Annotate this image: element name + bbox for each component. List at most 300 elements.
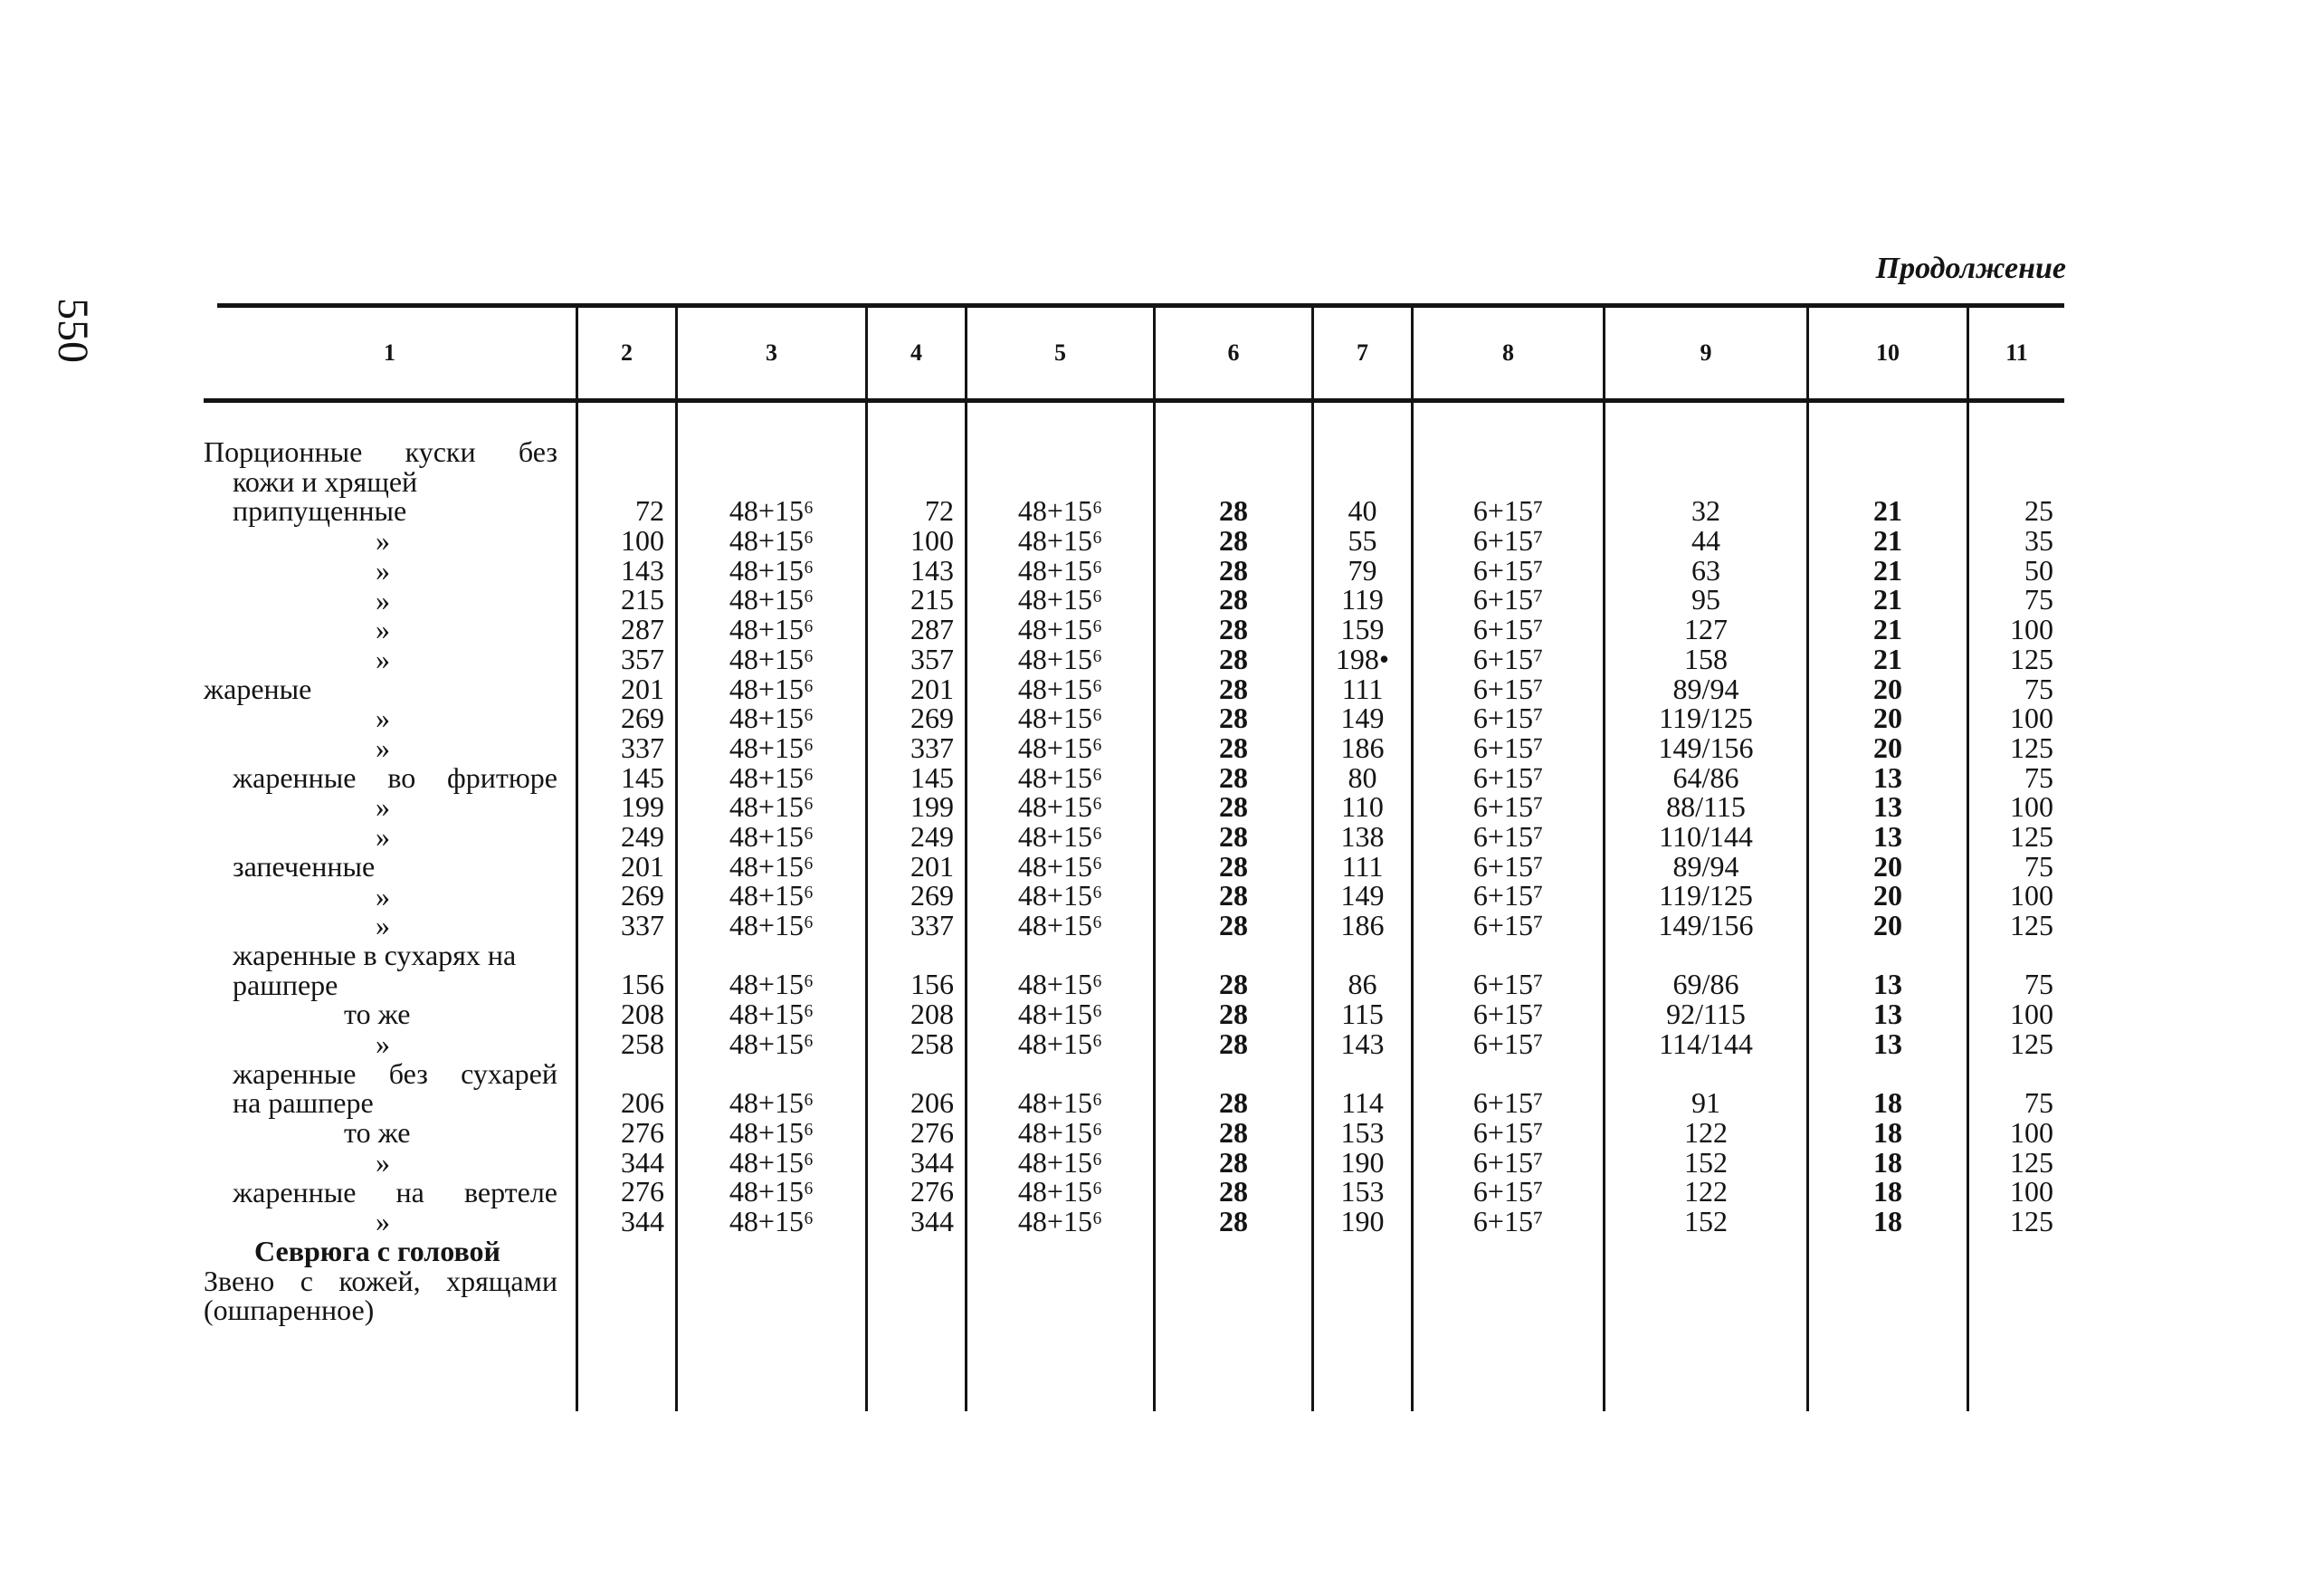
table-cell: 269 [621,879,664,912]
table-cell: 48+15⁶ [1017,524,1103,558]
table-cell: 357 [621,642,664,675]
row-label: » [376,1027,390,1061]
section-row-label: Звено с кожей, хрящами [204,1264,557,1297]
table-cell: 48+15⁶ [1017,879,1103,912]
table-cell: 287 [910,613,954,646]
table-cell: 48+15⁶ [729,613,814,646]
table-cell: 48+15⁶ [1017,1115,1103,1149]
table-cell: 6+15⁷ [1472,672,1544,705]
column-values-4 [868,403,967,1411]
table-cell: 6+15⁷ [1472,909,1544,941]
row-label: Порционные куски без [204,435,557,468]
column-header-3: 3 [678,308,868,398]
table-cell: 110 [1341,790,1384,824]
table-cell: 88/115 [1666,790,1746,824]
table-cell: 201 [621,672,664,705]
row-label: жаренные без сухарей [233,1056,557,1090]
table-cell: 190 [1340,1204,1385,1237]
column-values-3 [678,403,868,1411]
table-cell: 111 [1341,672,1384,705]
table-cell: 6+15⁷ [1472,524,1544,558]
table-cell: 48+15⁶ [729,494,814,528]
table-header-row [204,308,2064,398]
table-cell: 6+15⁷ [1472,553,1544,587]
table-cell: 50 [2024,553,2053,587]
table-cell: 337 [910,731,954,764]
table-cell: 114 [1341,1086,1384,1120]
table-cell: 48+15⁶ [729,998,814,1031]
table-cell: 215 [621,583,664,616]
table-cell: 6+15⁷ [1472,613,1544,646]
table-cell: 100 [2010,1115,2053,1149]
row-label: кожи и хрящей [233,464,418,498]
table-cell: 125 [2010,731,2053,764]
table-cell: 125 [2010,1204,2053,1237]
row-label: припущенные [233,494,407,528]
table-cell: 48+15⁶ [1017,790,1103,824]
table-cell: 100 [2010,702,2053,735]
table-cell [578,941,664,970]
table-cell: 344 [910,1145,954,1179]
table-cell: 48+15⁶ [729,790,814,824]
table-cell: 269 [621,702,664,735]
table-cell: 48+15⁶ [1017,1027,1103,1060]
table-cell: 149 [1340,879,1385,912]
section-heading: Севрюга с головой [254,1234,500,1267]
table-cell: 18 [1873,1175,1902,1208]
table-cell: 28 [1219,998,1248,1031]
table-cell: 28 [1219,702,1248,735]
table-cell: 125 [2010,1027,2053,1060]
table-cell: 48+15⁶ [729,553,814,587]
table-cell: 21 [1873,553,1902,587]
table-cell: 6+15⁷ [1472,968,1544,1001]
table-cell: 6+15⁷ [1472,1086,1544,1120]
table-cell: 6+15⁷ [1472,583,1544,616]
table-cell: 119/125 [1659,702,1753,735]
table-cell: 6+15⁷ [1472,702,1544,735]
table-cell [1809,941,1967,970]
column-header-6: 6 [1156,308,1314,398]
table-cell: 206 [910,1086,954,1120]
table-cell [1809,437,1967,467]
table-cell: 20 [1873,672,1902,705]
table-cell [1969,467,2053,497]
row-label: » [376,583,390,616]
table-cell: 276 [910,1175,954,1208]
table-cell: 337 [621,909,664,941]
table-cell [967,437,1153,467]
table-cell: 48+15⁶ [1017,702,1103,735]
table-cell: 48+15⁶ [729,642,814,675]
table-cell: 201 [910,672,954,705]
table-cell: 199 [910,790,954,824]
table-cell: 48+15⁶ [729,1175,814,1208]
table-cell: 186 [1340,909,1385,941]
table-cell: 149/156 [1658,909,1754,941]
table-cell: 6+15⁷ [1472,1115,1544,1149]
table-cell: 28 [1219,790,1248,824]
table-cell: 28 [1219,613,1248,646]
table-cell: 149/156 [1658,731,1754,764]
table-cell: 21 [1873,642,1902,675]
table-cell: 18 [1873,1204,1902,1237]
table-cell: 6+15⁷ [1472,819,1544,853]
table-cell: 6+15⁷ [1472,760,1544,794]
table-cell [578,467,664,497]
table-cell: 201 [910,849,954,883]
table-cell: 100 [2010,613,2053,646]
table-cell [1314,467,1411,497]
table-cell [1414,467,1603,497]
table-cell: 357 [910,642,954,675]
table-cell: 122 [1684,1115,1728,1149]
table-cell [868,437,954,467]
table-cell: 249 [621,819,664,853]
table-cell: 28 [1219,642,1248,675]
column-description [204,403,578,1411]
row-label: » [376,702,390,735]
table-cell [967,1058,1153,1088]
row-label: » [376,909,390,942]
table-cell: 92/115 [1666,998,1746,1031]
table-cell: 6+15⁷ [1472,494,1544,528]
table-cell: 149 [1340,702,1385,735]
row-label: жаренные во фритюре [233,760,557,794]
table-cell: 28 [1219,849,1248,883]
table-cell: 28 [1219,672,1248,705]
row-label: жаренные на вертеле [233,1175,557,1208]
table-cell: 48+15⁶ [1017,909,1103,941]
table-cell: 95 [1691,583,1720,616]
table-cell: 48+15⁶ [729,909,814,941]
table-cell: 100 [2010,998,2053,1031]
table-cell: 21 [1873,613,1902,646]
table-cell: 28 [1219,1175,1248,1208]
table-cell: 48+15⁶ [1017,849,1103,883]
table-cell: 276 [910,1115,954,1149]
table-cell: 13 [1873,1027,1902,1060]
table-cell [1969,941,2053,970]
table-cell: 28 [1219,1086,1248,1120]
table-cell: 190 [1340,1145,1385,1179]
table-cell: 337 [910,909,954,941]
page-number: 550 [49,298,97,363]
table-cell: 13 [1873,998,1902,1031]
table-cell: 269 [910,879,954,912]
table-cell: 48+15⁶ [729,672,814,705]
table-cell: 48+15⁶ [729,524,814,558]
table-cell [1156,437,1311,467]
row-label: жареные [204,672,312,705]
table-cell: 249 [910,819,954,853]
table-cell: 75 [2024,672,2053,705]
table-cell: 6+15⁷ [1472,998,1544,1031]
table-cell: 48+15⁶ [729,1145,814,1179]
table-cell: 18 [1873,1115,1902,1149]
table-cell: 215 [910,583,954,616]
table-cell: 201 [621,849,664,883]
row-label: то же [344,998,411,1031]
table-cell [868,941,954,970]
table-cell [1156,1058,1311,1088]
table-cell: 72 [925,494,954,528]
table-cell: 143 [910,553,954,587]
table-cell: 63 [1691,553,1720,587]
table-cell: 208 [910,998,954,1031]
table-cell: 18 [1873,1145,1902,1179]
table-cell: 287 [621,613,664,646]
table-cell: 48+15⁶ [1017,672,1103,705]
table-cell [578,1058,664,1088]
table-cell: 48+15⁶ [729,731,814,764]
table-cell [967,467,1153,497]
table-cell: 48+15⁶ [729,583,814,616]
column-values-10 [1809,403,1969,1411]
table-cell [1809,1058,1967,1088]
table-cell: 21 [1873,583,1902,616]
table-cell: 69/86 [1672,968,1739,1001]
table-cell [868,1058,954,1088]
table-cell: 13 [1873,819,1902,853]
table-cell: 344 [910,1204,954,1237]
table-cell: 100 [2010,790,2053,824]
table-cell: 48+15⁶ [729,1086,814,1120]
column-values-8 [1414,403,1605,1411]
table-cell: 114/144 [1659,1027,1753,1060]
table-cell: 44 [1691,524,1720,558]
table-cell: 48+15⁶ [1017,1145,1103,1179]
table-cell: 119 [1341,583,1384,616]
table-cell [1414,1058,1603,1088]
row-label: запеченные [233,849,376,883]
table-cell: 48+15⁶ [1017,1086,1103,1120]
table-cell: 28 [1219,819,1248,853]
table-cell: 25 [2024,494,2053,528]
table-cell: 158 [1684,642,1728,675]
table-cell: 20 [1873,702,1902,735]
table-cell [868,467,954,497]
table-cell [1314,437,1411,467]
table-cell: 13 [1873,760,1902,794]
table-cell: 152 [1684,1204,1728,1237]
table-cell [1605,941,1806,970]
column-header-2: 2 [578,308,678,398]
row-label: » [376,613,390,646]
table-cell: 18 [1873,1086,1902,1120]
row-label: то же [344,1116,411,1150]
table-cell [678,1058,865,1088]
table-cell: 28 [1219,760,1248,794]
table-cell: 28 [1219,583,1248,616]
table-cell: 28 [1219,731,1248,764]
table-cell: 6+15⁷ [1472,879,1544,912]
table-cell: 80 [1348,760,1377,794]
table-cell: 159 [1340,613,1385,646]
column-header-9: 9 [1605,308,1809,398]
table-cell: 125 [2010,909,2053,941]
continuation-label: Продолжение [1875,252,2066,285]
table-cell: 28 [1219,494,1248,528]
table-cell: 125 [2010,1145,2053,1179]
table-cell: 35 [2024,524,2053,558]
table-cell: 28 [1219,1204,1248,1237]
table-cell: 153 [1340,1175,1385,1208]
table-cell: 6+15⁷ [1472,1204,1544,1237]
table-cell: 48+15⁶ [1017,998,1103,1031]
table-cell: 48+15⁶ [729,1027,814,1060]
table-cell: 48+15⁶ [729,849,814,883]
table-cell: 48+15⁶ [1017,642,1103,675]
section-row-label: (ошпаренное) [204,1294,375,1327]
row-label: » [376,642,390,675]
table-cell: 48+15⁶ [729,1204,814,1237]
table-cell [1605,1058,1806,1088]
table-cell [1605,467,1806,497]
table-cell: 100 [2010,879,2053,912]
table-cell: 89/94 [1672,849,1739,883]
table-cell: 79 [1348,553,1377,587]
table-cell: 6+15⁷ [1472,642,1544,675]
column-header-11: 11 [2005,339,2028,366]
column-values-2 [578,403,678,1411]
table-cell: 100 [2010,1175,2053,1208]
table-cell: 119/125 [1659,879,1753,912]
row-label: жаренные в сухарях на [233,938,517,971]
column-header-10: 10 [1809,308,1969,398]
column-values-5 [967,403,1156,1411]
table-cell [1809,467,1967,497]
column-values-11 [1969,403,2064,1411]
table-cell: 20 [1873,909,1902,941]
table-cell: 48+15⁶ [729,879,814,912]
table-cell: 208 [621,998,664,1031]
column-values-6 [1156,403,1314,1411]
table-cell: 276 [621,1115,664,1149]
table-cell [678,437,865,467]
table-cell [967,941,1153,970]
table-cell: 6+15⁷ [1472,1175,1544,1208]
table-cell: 20 [1873,879,1902,912]
table-cell: 145 [621,760,664,794]
table-cell: 64/86 [1672,760,1739,794]
table-cell: 72 [635,494,664,528]
table-cell [1414,437,1603,467]
table-cell: 199 [621,790,664,824]
table-cell: 258 [910,1027,954,1060]
column-header-1: 1 [204,308,578,398]
table-cell: 28 [1219,1115,1248,1149]
table-cell: 125 [2010,642,2053,675]
table-cell: 75 [2024,849,2053,883]
table-cell: 48+15⁶ [1017,494,1103,528]
table-cell: 143 [621,553,664,587]
table-cell: 344 [621,1145,664,1179]
table-cell: 28 [1219,553,1248,587]
table-cell: 20 [1873,731,1902,764]
row-label: » [376,820,390,854]
table-cell [1156,941,1311,970]
table-cell: 6+15⁷ [1472,731,1544,764]
table-cell: 127 [1684,613,1728,646]
table-cell: 337 [621,731,664,764]
table-cell: 75 [2024,760,2053,794]
table-cell: 48+15⁶ [1017,1175,1103,1208]
table-cell: 40 [1348,494,1377,528]
table-cell: 28 [1219,1145,1248,1179]
table-cell: 115 [1341,998,1384,1031]
table-cell [1969,437,2053,467]
column-header-5: 5 [967,308,1156,398]
column-header-8: 8 [1414,308,1605,398]
table-cell: 32 [1691,494,1720,528]
table-cell: 86 [1348,968,1377,1001]
table-cell: 91 [1691,1086,1720,1120]
table-cell: 75 [2024,1086,2053,1120]
table-cell: 276 [621,1175,664,1208]
row-label: на рашпере [233,1086,374,1120]
table-cell: 48+15⁶ [1017,819,1103,853]
nutrition-table [204,303,2064,1411]
table-cell: 28 [1219,1027,1248,1060]
table-cell [1314,941,1411,970]
table-cell: 55 [1348,524,1377,558]
table-cell: 153 [1340,1115,1385,1149]
table-cell [1314,1058,1411,1088]
table-cell [1605,437,1806,467]
table-cell: 13 [1873,968,1902,1001]
table-cell: 143 [1340,1027,1385,1060]
row-label: » [376,731,390,765]
table-cell: 152 [1684,1145,1728,1179]
table-cell: 198• [1335,642,1390,675]
table-cell: 75 [2024,583,2053,616]
table-cell: 20 [1873,849,1902,883]
table-cell: 110/144 [1659,819,1753,853]
table-cell: 6+15⁷ [1472,1145,1544,1179]
table-cell: 48+15⁶ [729,702,814,735]
table-cell: 48+15⁶ [729,760,814,794]
column-values-7 [1314,403,1414,1411]
table-cell: 156 [621,968,664,1001]
table-cell: 13 [1873,790,1902,824]
table-cell: 138 [1340,819,1385,853]
table-cell: 145 [910,760,954,794]
table-cell: 6+15⁷ [1472,849,1544,883]
table-cell: 6+15⁷ [1472,790,1544,824]
column-header-7: 7 [1314,308,1414,398]
table-cell: 21 [1873,494,1902,528]
table-cell: 269 [910,702,954,735]
table-cell [578,437,664,467]
table-cell: 344 [621,1204,664,1237]
table-cell: 48+15⁶ [1017,760,1103,794]
table-cell: 48+15⁶ [729,819,814,853]
table-cell: 89/94 [1672,672,1739,705]
table-cell: 28 [1219,968,1248,1001]
table-cell: 100 [910,524,954,558]
row-label: » [376,524,390,558]
table-cell [678,467,865,497]
table-cell: 28 [1219,879,1248,912]
table-cell [1414,941,1603,970]
table-cell: 21 [1873,524,1902,558]
row-label: рашпере [233,968,338,1001]
row-label: » [376,553,390,587]
table-body [204,403,2064,1411]
table-cell: 48+15⁶ [1017,731,1103,764]
table-cell: 48+15⁶ [1017,613,1103,646]
